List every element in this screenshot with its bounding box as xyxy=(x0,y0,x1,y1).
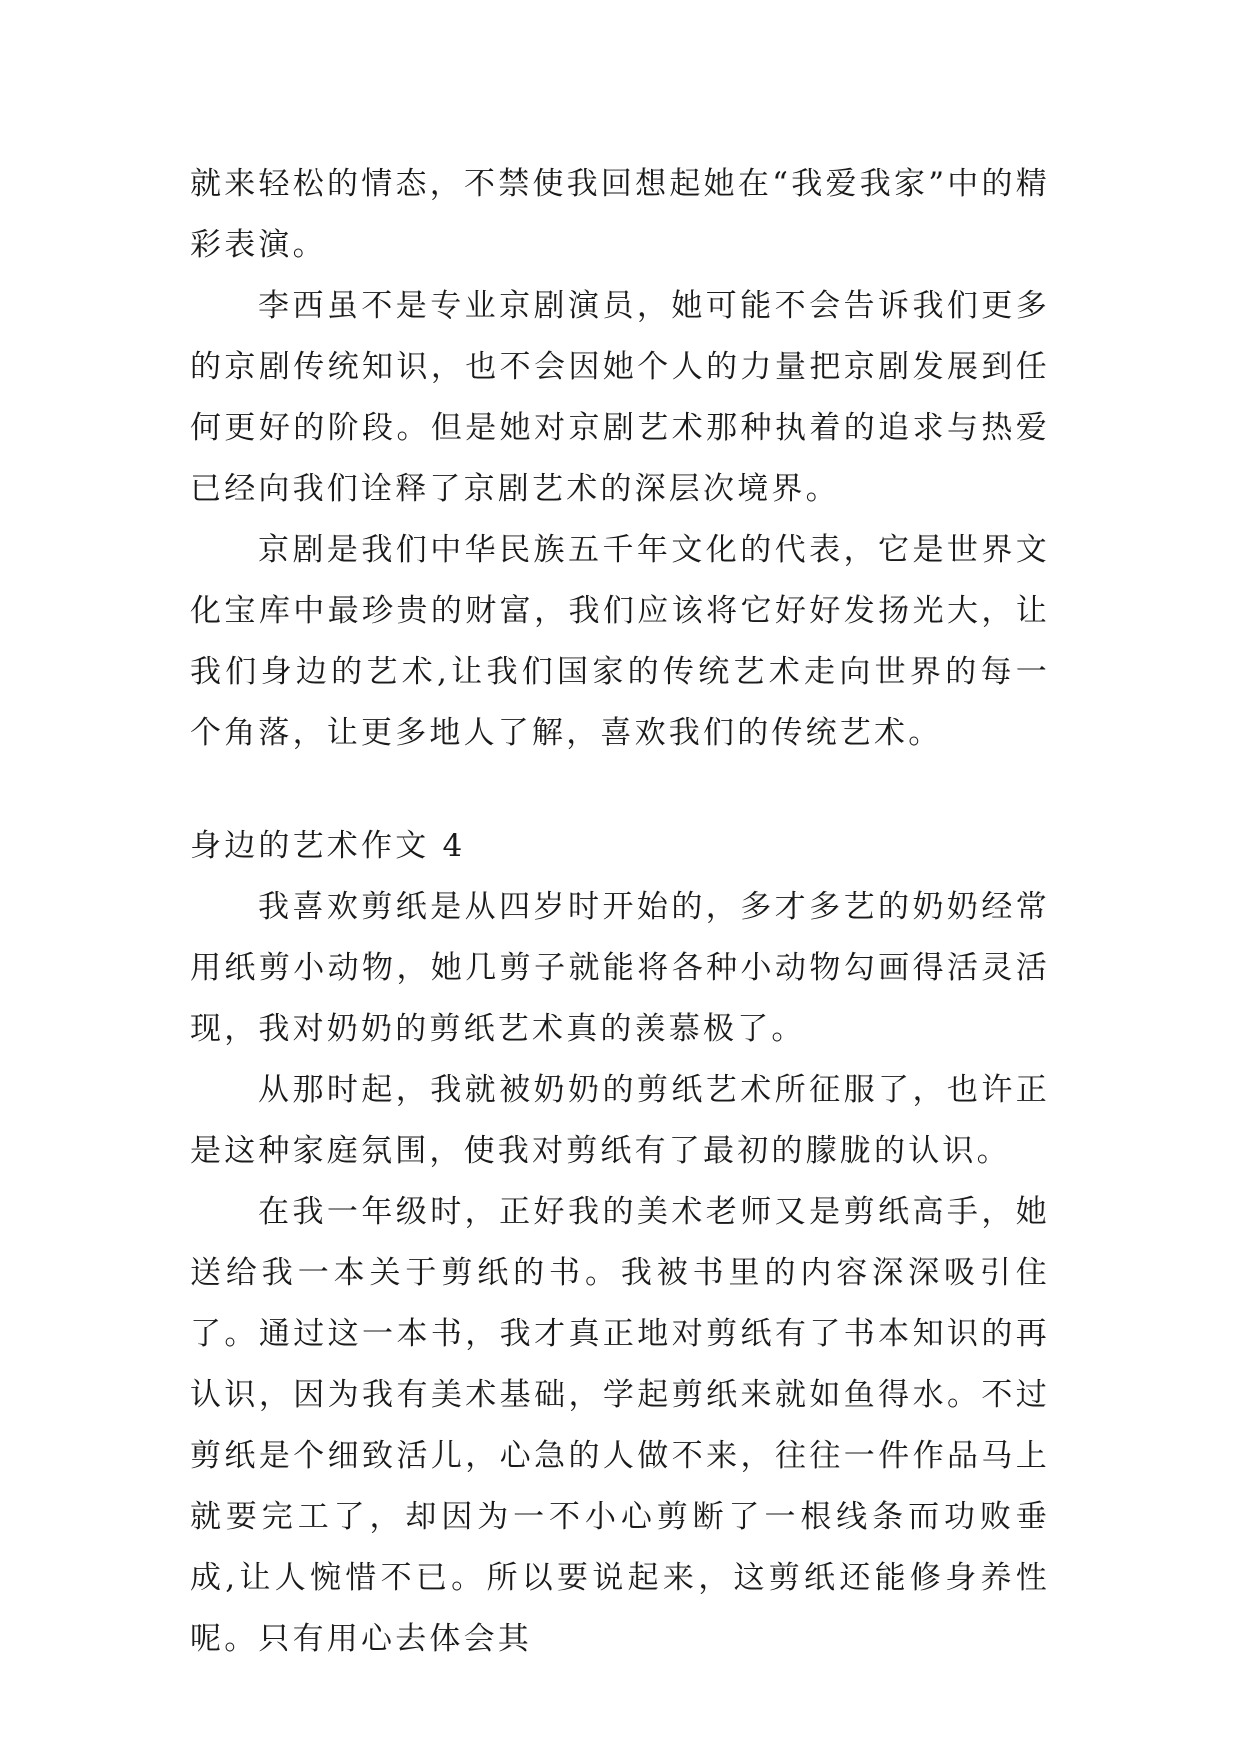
paragraph: 李西虽不是专业京剧演员，她可能不会告诉我们更多的京剧传统知识，也不会因她个人的力量把京剧发展到任何更好的阶段。但是她对京剧艺术那种执着的追求与热爱已经向我们诠释了京剧艺术的深层次境界。 xyxy=(190,288,1050,507)
paragraph: 京剧是我们中华民族五千年文化的代表，它是世界文化宝库中最珍贵的财富，我们应该将它好好发扬光大，让我们身边的艺术,让我们国家的传统艺术走向世界的每一个角落，让更多地人了解，喜欢我们的传统艺术。 xyxy=(190,532,1050,751)
paragraph: 就来轻松的情态，不禁使我回想起她在“我爱我家”中的精彩表演。 xyxy=(190,166,1050,263)
paragraph: 在我一年级时，正好我的美术老师又是剪纸高手，她送给我一本关于剪纸的书。我被书里的内容深深吸引住了。通过这一本书，我才真正地对剪纸有了书本知识的再认识，因为我有美术基础，学起剪纸来就如鱼得水。不过剪纸是个细致活儿，心急的人做不来，往往一件作品马上就要完工了，却因为一不小心剪断了一根线条而功败垂成,让人惋惜不已。所以要说起来，这剪纸还能修身养性呢。只有用心去体会其 xyxy=(190,1194,1050,1657)
paragraph: 我喜欢剪纸是从四岁时开始的，多才多艺的奶奶经常用纸剪小动物，她几剪子就能将各种小动物勾画得活灵活现，我对奶奶的剪纸艺术真的羡慕极了。 xyxy=(190,889,1050,1047)
document-body xyxy=(190,154,1050,1670)
paragraph: 从那时起，我就被奶奶的剪纸艺术所征服了，也许正是这种家庭氛围，使我对剪纸有了最初的朦胧的认识。 xyxy=(190,1072,1050,1169)
section-title: 身边的艺术作文 4 xyxy=(190,828,466,864)
